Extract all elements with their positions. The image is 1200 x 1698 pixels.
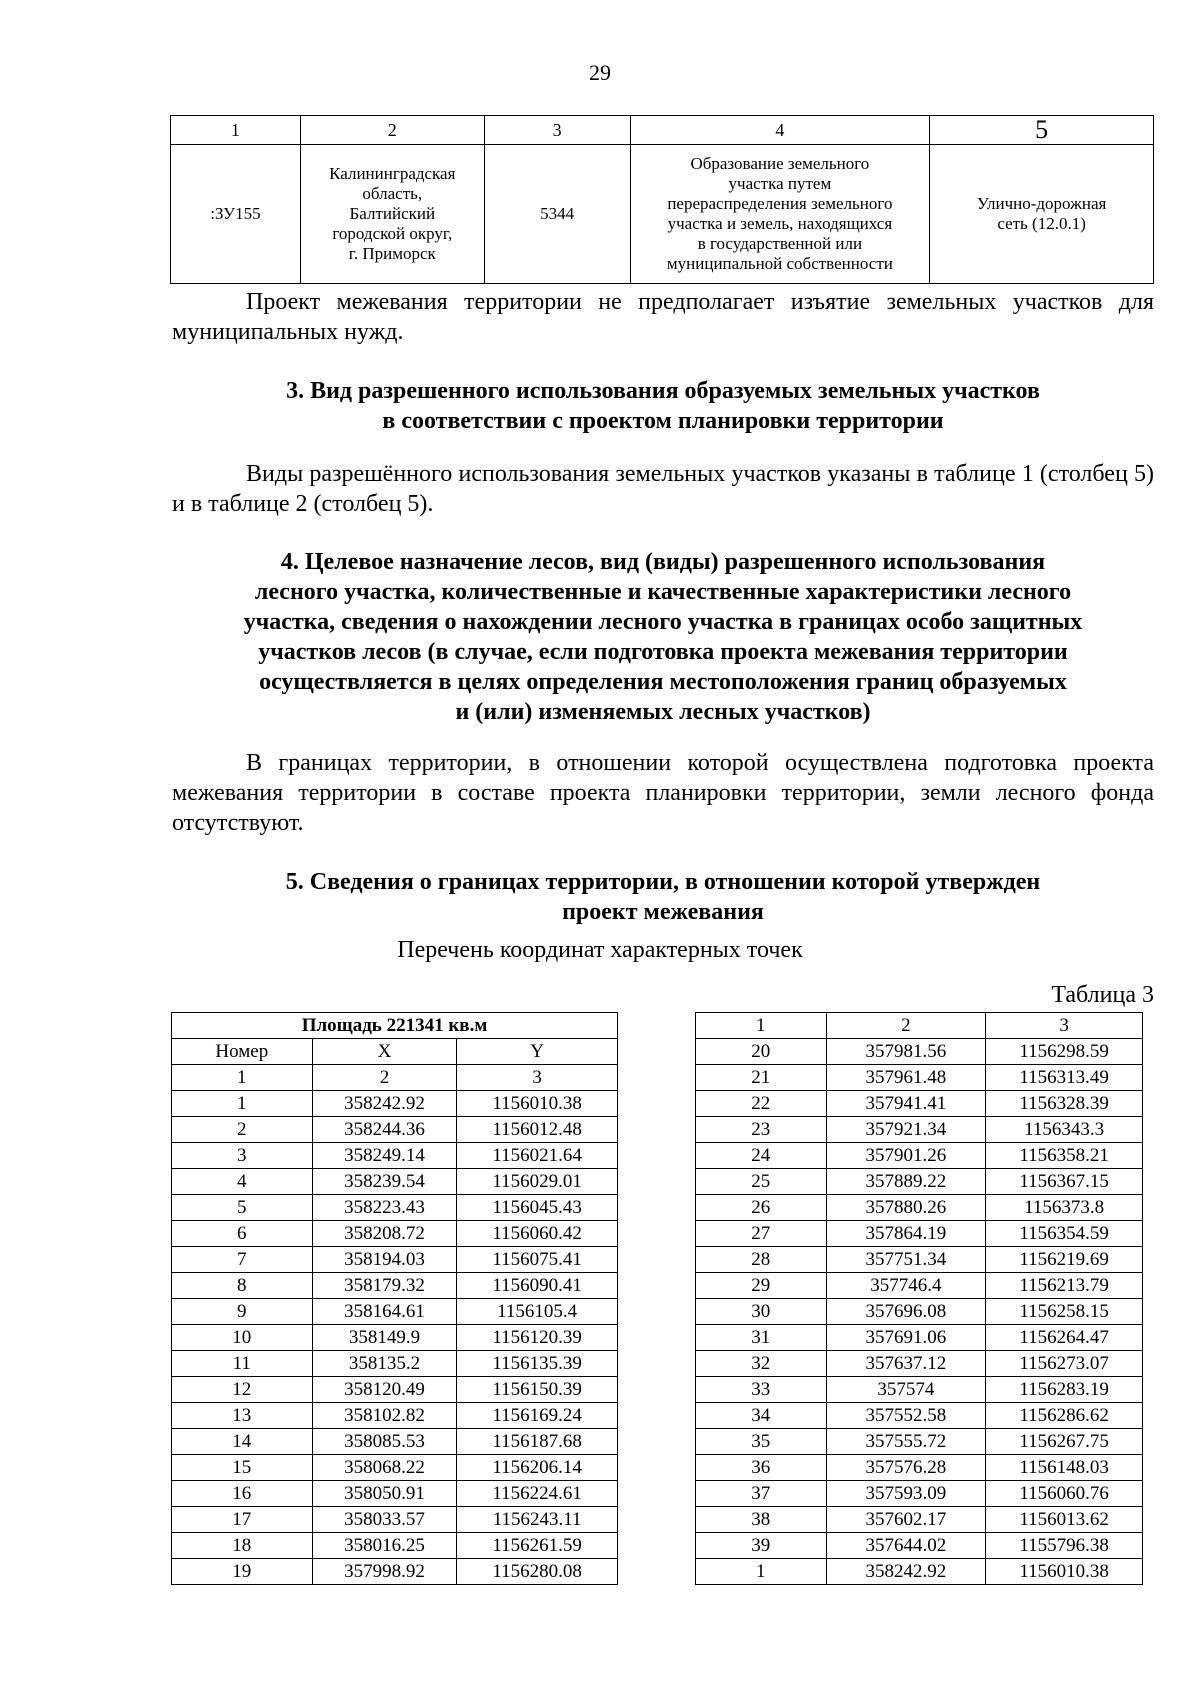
land-plot-table	[170, 115, 1154, 284]
y-coordinate: 1156045.43	[457, 1195, 618, 1221]
x-coordinate: 358242.92	[826, 1559, 986, 1585]
header-cell: 5	[930, 116, 1154, 145]
point-number: 15	[172, 1455, 313, 1481]
y-coordinate: 1156286.62	[986, 1403, 1143, 1429]
coordinate-row	[172, 1117, 618, 1143]
x-coordinate: 357552.58	[826, 1403, 986, 1429]
text-line: в государственной или	[697, 234, 863, 253]
point-number: 27	[696, 1221, 827, 1247]
heading-line: лесного участка, количественные и качественные характеристики лесного	[254, 579, 1072, 605]
y-coordinate: 1156013.62	[986, 1507, 1143, 1533]
column-number: 2	[312, 1065, 457, 1091]
column-number: 2	[826, 1013, 986, 1039]
coordinate-row	[172, 1507, 618, 1533]
x-coordinate: 357574	[826, 1377, 986, 1403]
y-coordinate: 1156075.41	[457, 1247, 618, 1273]
text-line: перераспределения земельного	[667, 194, 893, 213]
coordinate-row	[172, 1377, 618, 1403]
table-label: Таблица 3	[1051, 982, 1154, 1008]
x-coordinate: 358149.9	[312, 1325, 457, 1351]
text-line: Образование земельного	[690, 154, 870, 173]
x-coordinate: 357921.34	[826, 1117, 986, 1143]
section-3-heading	[172, 376, 1154, 436]
header-cell: 4	[630, 116, 930, 145]
coordinate-row	[696, 1559, 1143, 1585]
point-number: 38	[696, 1507, 827, 1533]
coordinate-row	[172, 1221, 618, 1247]
x-coordinate: 358249.14	[312, 1143, 457, 1169]
coordinate-row	[172, 1143, 618, 1169]
x-coordinate: 357981.56	[826, 1039, 986, 1065]
section-3-text	[172, 459, 1154, 519]
y-coordinate: 1156243.11	[457, 1507, 618, 1533]
page-number: 29	[589, 60, 611, 85]
heading-line: осуществляется в целях определения местоположения границ образуемых	[259, 669, 1067, 695]
coordinate-row	[696, 1195, 1143, 1221]
land-plot-table-header	[171, 116, 1154, 145]
x-coordinate: 358102.82	[312, 1403, 457, 1429]
y-coordinate: 1156373.8	[986, 1195, 1143, 1221]
coordinate-row	[696, 1091, 1143, 1117]
coordinate-row	[696, 1169, 1143, 1195]
plot-permitted-use	[930, 145, 1154, 284]
x-coordinate: 357889.22	[826, 1169, 986, 1195]
plot-designation: :ЗУ155	[171, 145, 301, 284]
point-number: 32	[696, 1351, 827, 1377]
coordinate-row	[696, 1351, 1143, 1377]
coordinate-row	[172, 1169, 618, 1195]
point-number: 12	[172, 1377, 313, 1403]
heading-line: 5. Сведения о границах территории, в отношении которой утвержден	[285, 869, 1041, 895]
point-number: 34	[696, 1403, 827, 1429]
coordinate-row	[696, 1117, 1143, 1143]
coordinate-row	[172, 1091, 618, 1117]
x-coordinate: 357644.02	[826, 1533, 986, 1559]
y-coordinate: 1156261.59	[457, 1533, 618, 1559]
x-coordinate: 358033.57	[312, 1507, 457, 1533]
coordinate-row	[172, 1299, 618, 1325]
y-coordinate: 1156012.48	[457, 1117, 618, 1143]
x-coordinate: 358164.61	[312, 1299, 457, 1325]
coordinate-row	[696, 1377, 1143, 1403]
point-number: 4	[172, 1169, 313, 1195]
y-coordinate: 1156060.76	[986, 1481, 1143, 1507]
y-coordinate: 1156298.59	[986, 1039, 1143, 1065]
coordinate-row	[696, 1403, 1143, 1429]
coordinate-row	[172, 1351, 618, 1377]
point-number: 10	[172, 1325, 313, 1351]
coordinate-row	[172, 1195, 618, 1221]
land-plot-row	[171, 145, 1154, 284]
y-coordinate: 1156219.69	[986, 1247, 1143, 1273]
point-number: 25	[696, 1169, 827, 1195]
point-number: 3	[172, 1143, 313, 1169]
x-coordinate: 357998.92	[312, 1559, 457, 1585]
y-coordinate: 1156021.64	[457, 1143, 618, 1169]
point-number: 26	[696, 1195, 827, 1221]
coordinates-table-left	[171, 1012, 618, 1585]
heading-line: в соответствии с проектом планировки территории	[382, 408, 944, 434]
coordinate-row	[696, 1221, 1143, 1247]
heading-line: 4. Целевое назначение лесов, вид (виды) разрешенного использования	[280, 549, 1046, 575]
y-coordinate: 1156090.41	[457, 1273, 618, 1299]
coordinate-row	[696, 1325, 1143, 1351]
y-coordinate: 1156343.3	[986, 1117, 1143, 1143]
x-coordinate: 357880.26	[826, 1195, 986, 1221]
text-line: Улично-дорожная	[976, 194, 1107, 213]
y-coordinate: 1156169.24	[457, 1403, 618, 1429]
point-number: 13	[172, 1403, 313, 1429]
heading-line: участков лесов (в случае, если подготовка проекта межевания территории	[258, 639, 1068, 665]
heading-line: 3. Вид разрешенного использования образуемых земельных участков	[286, 378, 1040, 404]
coordinate-row	[696, 1273, 1143, 1299]
point-number: 11	[172, 1351, 313, 1377]
x-coordinate: 358068.22	[312, 1455, 457, 1481]
point-number: 7	[172, 1247, 313, 1273]
y-coordinate: 1156264.47	[986, 1325, 1143, 1351]
coordinate-row	[172, 1325, 618, 1351]
x-coordinate: 358242.92	[312, 1091, 457, 1117]
y-coordinate: 1156029.01	[457, 1169, 618, 1195]
heading-line: проект межевания	[562, 899, 764, 925]
coordinate-row	[696, 1429, 1143, 1455]
y-coordinate: 1156120.39	[457, 1325, 618, 1351]
coordinate-row	[696, 1299, 1143, 1325]
y-coordinate: 1156010.38	[457, 1091, 618, 1117]
x-coordinate: 357576.28	[826, 1455, 986, 1481]
plot-location	[300, 145, 484, 284]
x-coordinate: 358120.49	[312, 1377, 457, 1403]
y-coordinate: 1156273.07	[986, 1351, 1143, 1377]
x-coordinate: 358244.36	[312, 1117, 457, 1143]
point-number: 14	[172, 1429, 313, 1455]
section-5-heading	[172, 867, 1154, 927]
header-cell: 3	[484, 116, 630, 145]
y-coordinate: 1155796.38	[986, 1533, 1143, 1559]
column-number: 3	[986, 1013, 1143, 1039]
coordinate-row	[696, 1481, 1143, 1507]
y-coordinate: 1156148.03	[986, 1455, 1143, 1481]
point-number: 36	[696, 1455, 827, 1481]
x-coordinate: 358208.72	[312, 1221, 457, 1247]
coordinate-row	[696, 1507, 1143, 1533]
coordinate-row	[172, 1247, 618, 1273]
point-number: 17	[172, 1507, 313, 1533]
y-coordinate: 1156258.15	[986, 1299, 1143, 1325]
paragraph-no-seizure	[172, 287, 1154, 347]
column-number: 1	[172, 1065, 313, 1091]
x-coordinate: 357901.26	[826, 1143, 986, 1169]
section-4-heading	[172, 547, 1154, 727]
coordinate-row	[696, 1143, 1143, 1169]
x-coordinate: 357637.12	[826, 1351, 986, 1377]
point-number: 22	[696, 1091, 827, 1117]
y-coordinate: 1156280.08	[457, 1559, 618, 1585]
x-coordinate: 357751.34	[826, 1247, 986, 1273]
x-coordinate: 357555.72	[826, 1429, 986, 1455]
x-coordinate: 357593.09	[826, 1481, 986, 1507]
x-coordinate: 358194.03	[312, 1247, 457, 1273]
coordinate-row	[172, 1481, 618, 1507]
paragraph-text: В границах территории, в отношении которой осуществлена подготовка проекта межевания территории в составе проекта планировки территории, земли лесного фонда отсутствуют.	[172, 750, 1154, 836]
point-number: 24	[696, 1143, 827, 1169]
coordinate-row	[696, 1065, 1143, 1091]
text-line: Калининградская	[329, 164, 456, 183]
text-line: городской округ,	[332, 224, 453, 243]
x-coordinate: 357961.48	[826, 1065, 986, 1091]
y-coordinate: 1156354.59	[986, 1221, 1143, 1247]
text-line: муниципальной собственности	[666, 254, 893, 273]
point-number: 37	[696, 1481, 827, 1507]
x-coordinate: 357941.41	[826, 1091, 986, 1117]
text-line: участка и земель, находящихся	[667, 214, 893, 233]
y-coordinate: 1156010.38	[986, 1559, 1143, 1585]
x-coordinate: 357696.08	[826, 1299, 986, 1325]
y-coordinate: 1156105.4	[457, 1299, 618, 1325]
coordinate-row	[172, 1455, 618, 1481]
text-line: область,	[362, 184, 423, 203]
paragraph-text: Виды разрешённого использования земельных участков указаны в таблице 1 (столбец 5) и в таблице 2 (столбец 5).	[172, 461, 1154, 517]
column-header: Y	[457, 1039, 618, 1065]
text-line: г. Приморск	[348, 244, 436, 263]
y-coordinate: 1156150.39	[457, 1377, 618, 1403]
coordinate-row	[172, 1559, 618, 1585]
column-number: 3	[457, 1065, 618, 1091]
point-number: 2	[172, 1117, 313, 1143]
area-title: Площадь 221341 кв.м	[172, 1013, 618, 1039]
point-number: 23	[696, 1117, 827, 1143]
x-coordinate: 358085.53	[312, 1429, 457, 1455]
y-coordinate: 1156267.75	[986, 1429, 1143, 1455]
y-coordinate: 1156206.14	[457, 1455, 618, 1481]
point-number: 33	[696, 1377, 827, 1403]
heading-line: и (или) изменяемых лесных участков)	[455, 699, 871, 725]
point-number: 39	[696, 1533, 827, 1559]
y-coordinate: 1156367.15	[986, 1169, 1143, 1195]
x-coordinate: 358179.32	[312, 1273, 457, 1299]
point-number: 31	[696, 1325, 827, 1351]
column-number: 1	[696, 1013, 827, 1039]
plot-area: 5344	[484, 145, 630, 284]
x-coordinate: 357746.4	[826, 1273, 986, 1299]
y-coordinate: 1156187.68	[457, 1429, 618, 1455]
y-coordinate: 1156328.39	[986, 1091, 1143, 1117]
column-header: X	[312, 1039, 457, 1065]
point-number: 5	[172, 1195, 313, 1221]
y-coordinate: 1156224.61	[457, 1481, 618, 1507]
point-number: 28	[696, 1247, 827, 1273]
y-coordinate: 1156135.39	[457, 1351, 618, 1377]
point-number: 35	[696, 1429, 827, 1455]
header-cell: 1	[171, 116, 301, 145]
coordinate-row	[172, 1429, 618, 1455]
point-number: 21	[696, 1065, 827, 1091]
x-coordinate: 357864.19	[826, 1221, 986, 1247]
point-number: 1	[696, 1559, 827, 1585]
heading-line: участка, сведения о нахождении лесного участка в границах особо защитных	[243, 609, 1083, 635]
x-coordinate: 358135.2	[312, 1351, 457, 1377]
x-coordinate: 358239.54	[312, 1169, 457, 1195]
y-coordinate: 1156358.21	[986, 1143, 1143, 1169]
y-coordinate: 1156283.19	[986, 1377, 1143, 1403]
y-coordinate: 1156213.79	[986, 1273, 1143, 1299]
paragraph-text: Проект межевания территории не предполагает изъятие земельных участков для муниципальных нужд.	[172, 289, 1154, 345]
text-line: сеть (12.0.1)	[997, 214, 1086, 233]
coordinate-row	[696, 1247, 1143, 1273]
x-coordinate: 358223.43	[312, 1195, 457, 1221]
point-number: 6	[172, 1221, 313, 1247]
point-number: 9	[172, 1299, 313, 1325]
coordinate-row	[696, 1533, 1143, 1559]
y-coordinate: 1156313.49	[986, 1065, 1143, 1091]
coordinate-row	[696, 1039, 1143, 1065]
plot-formation-method	[630, 145, 930, 284]
y-coordinate: 1156060.42	[457, 1221, 618, 1247]
x-coordinate: 358050.91	[312, 1481, 457, 1507]
point-number: 30	[696, 1299, 827, 1325]
point-number: 19	[172, 1559, 313, 1585]
point-number: 8	[172, 1273, 313, 1299]
column-header: Номер	[172, 1039, 313, 1065]
coordinate-row	[696, 1455, 1143, 1481]
x-coordinate: 357602.17	[826, 1507, 986, 1533]
text-line: Балтийский	[349, 204, 436, 223]
point-number: 16	[172, 1481, 313, 1507]
coordinate-row	[172, 1273, 618, 1299]
coordinate-row	[172, 1403, 618, 1429]
section-4-text	[172, 748, 1154, 838]
x-coordinate: 358016.25	[312, 1533, 457, 1559]
coordinates-table-right	[695, 1012, 1143, 1585]
coordinates-caption: Перечень координат характерных точек	[397, 937, 803, 963]
point-number: 29	[696, 1273, 827, 1299]
header-cell: 2	[300, 116, 484, 145]
coordinate-row	[172, 1533, 618, 1559]
point-number: 1	[172, 1091, 313, 1117]
text-line: участка путем	[728, 174, 832, 193]
point-number: 18	[172, 1533, 313, 1559]
point-number: 20	[696, 1039, 827, 1065]
x-coordinate: 357691.06	[826, 1325, 986, 1351]
